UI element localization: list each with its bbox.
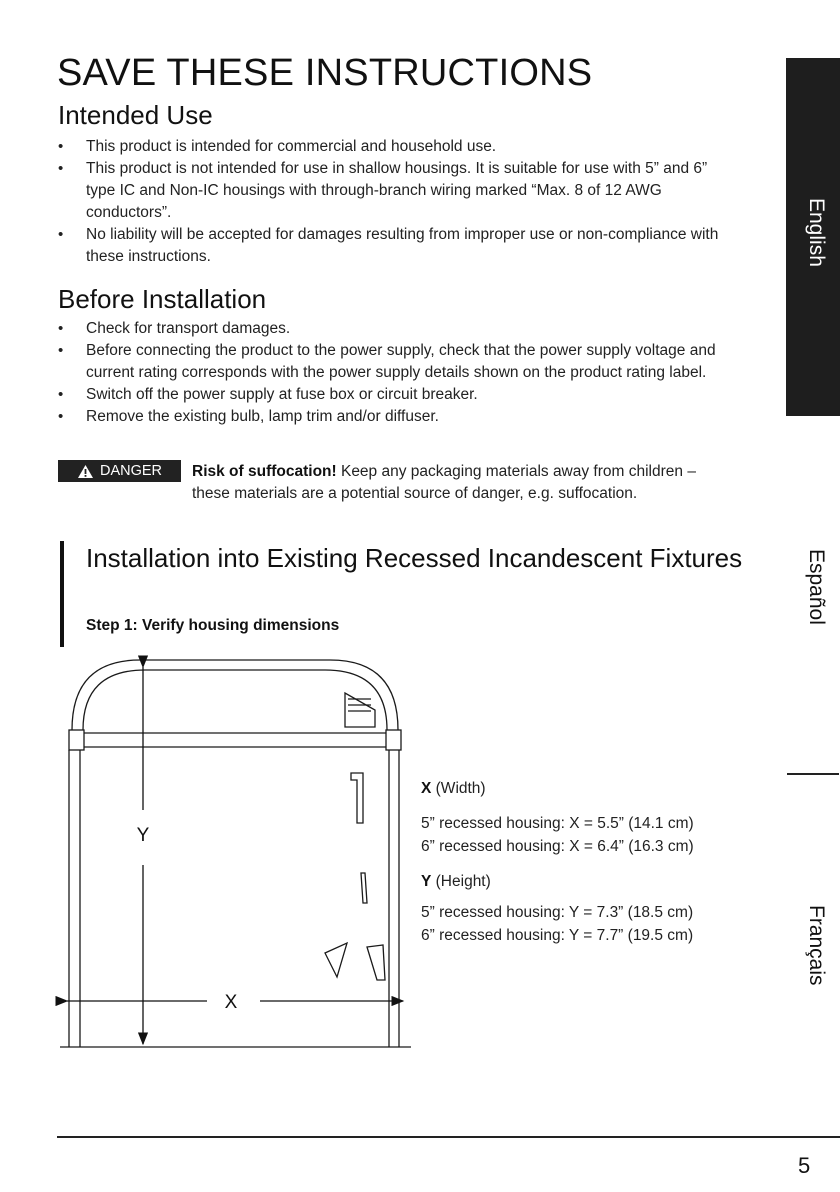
width-row: 6” recessed housing: X = 6.4” (16.3 cm)	[421, 838, 694, 855]
installation-heading: Installation into Existing Recessed Incandescent Fixtures	[86, 543, 743, 573]
danger-body: Keep any packaging materials away from children – these materials are a potential source of danger, e.g. suffocation.	[192, 463, 696, 502]
list-item: • Check for transport damages.	[58, 318, 738, 340]
height-row: 6” recessed housing: Y = 7.7” (19.5 cm)	[421, 927, 694, 944]
height-row: 5” recessed housing: Y = 7.3” (18.5 cm)	[421, 904, 694, 921]
danger-lead: Risk of suffocation!	[192, 463, 337, 480]
width-name: (Width)	[431, 780, 486, 797]
section-marker-bar	[60, 541, 64, 647]
before-installation-list	[58, 318, 738, 428]
tab-francais-label[interactable]: Français	[805, 905, 828, 986]
step-title: Step 1: Verify housing dimensions	[86, 617, 340, 634]
x-dimension-label: X	[224, 992, 238, 1013]
before-installation-heading: Before Installation	[58, 284, 267, 314]
list-item: • No liability will be accepted for damages resulting from improper use or non-compliance with these instructions.	[58, 224, 738, 268]
danger-badge-label: DANGER	[99, 463, 163, 479]
footer-divider	[57, 1136, 840, 1138]
page-number: 5	[798, 1153, 811, 1178]
warning-icon	[77, 464, 94, 479]
tab-espanol-label[interactable]: Español	[805, 549, 828, 625]
y-dimension-label: Y	[136, 825, 150, 846]
danger-message	[192, 461, 712, 505]
intended-use-heading: Intended Use	[58, 100, 213, 130]
width-row: 5” recessed housing: X = 5.5” (14.1 cm)	[421, 815, 694, 832]
width-heading	[421, 777, 741, 800]
height-name: (Height)	[431, 873, 491, 890]
housing-diagram	[55, 655, 415, 1055]
danger-badge	[58, 460, 181, 482]
intended-use-list	[58, 136, 738, 268]
height-heading	[421, 870, 741, 893]
list-item: • Before connecting the product to the power supply, check that the power supply voltage and current rating corresponds with the power supply details shown on the product rating label.	[58, 340, 738, 384]
tab-english-label[interactable]: English	[805, 198, 828, 267]
list-item: • Switch off the power supply at fuse box or circuit breaker.	[58, 384, 738, 406]
list-item: • This product is intended for commercial and household use.	[58, 136, 738, 158]
list-item: • Remove the existing bulb, lamp trim and/or diffuser.	[58, 406, 738, 428]
height-letter: Y	[421, 873, 432, 890]
side-divider	[787, 773, 839, 775]
list-item: • This product is not intended for use in shallow housings. It is suitable for use with 5” and 6” type IC and Non-IC housings with through-branch wiring marked “Max. 8 of 12 AWG conductors”.	[58, 158, 738, 224]
width-letter: X	[421, 780, 432, 797]
page-title: SAVE THESE INSTRUCTIONS	[57, 52, 593, 94]
